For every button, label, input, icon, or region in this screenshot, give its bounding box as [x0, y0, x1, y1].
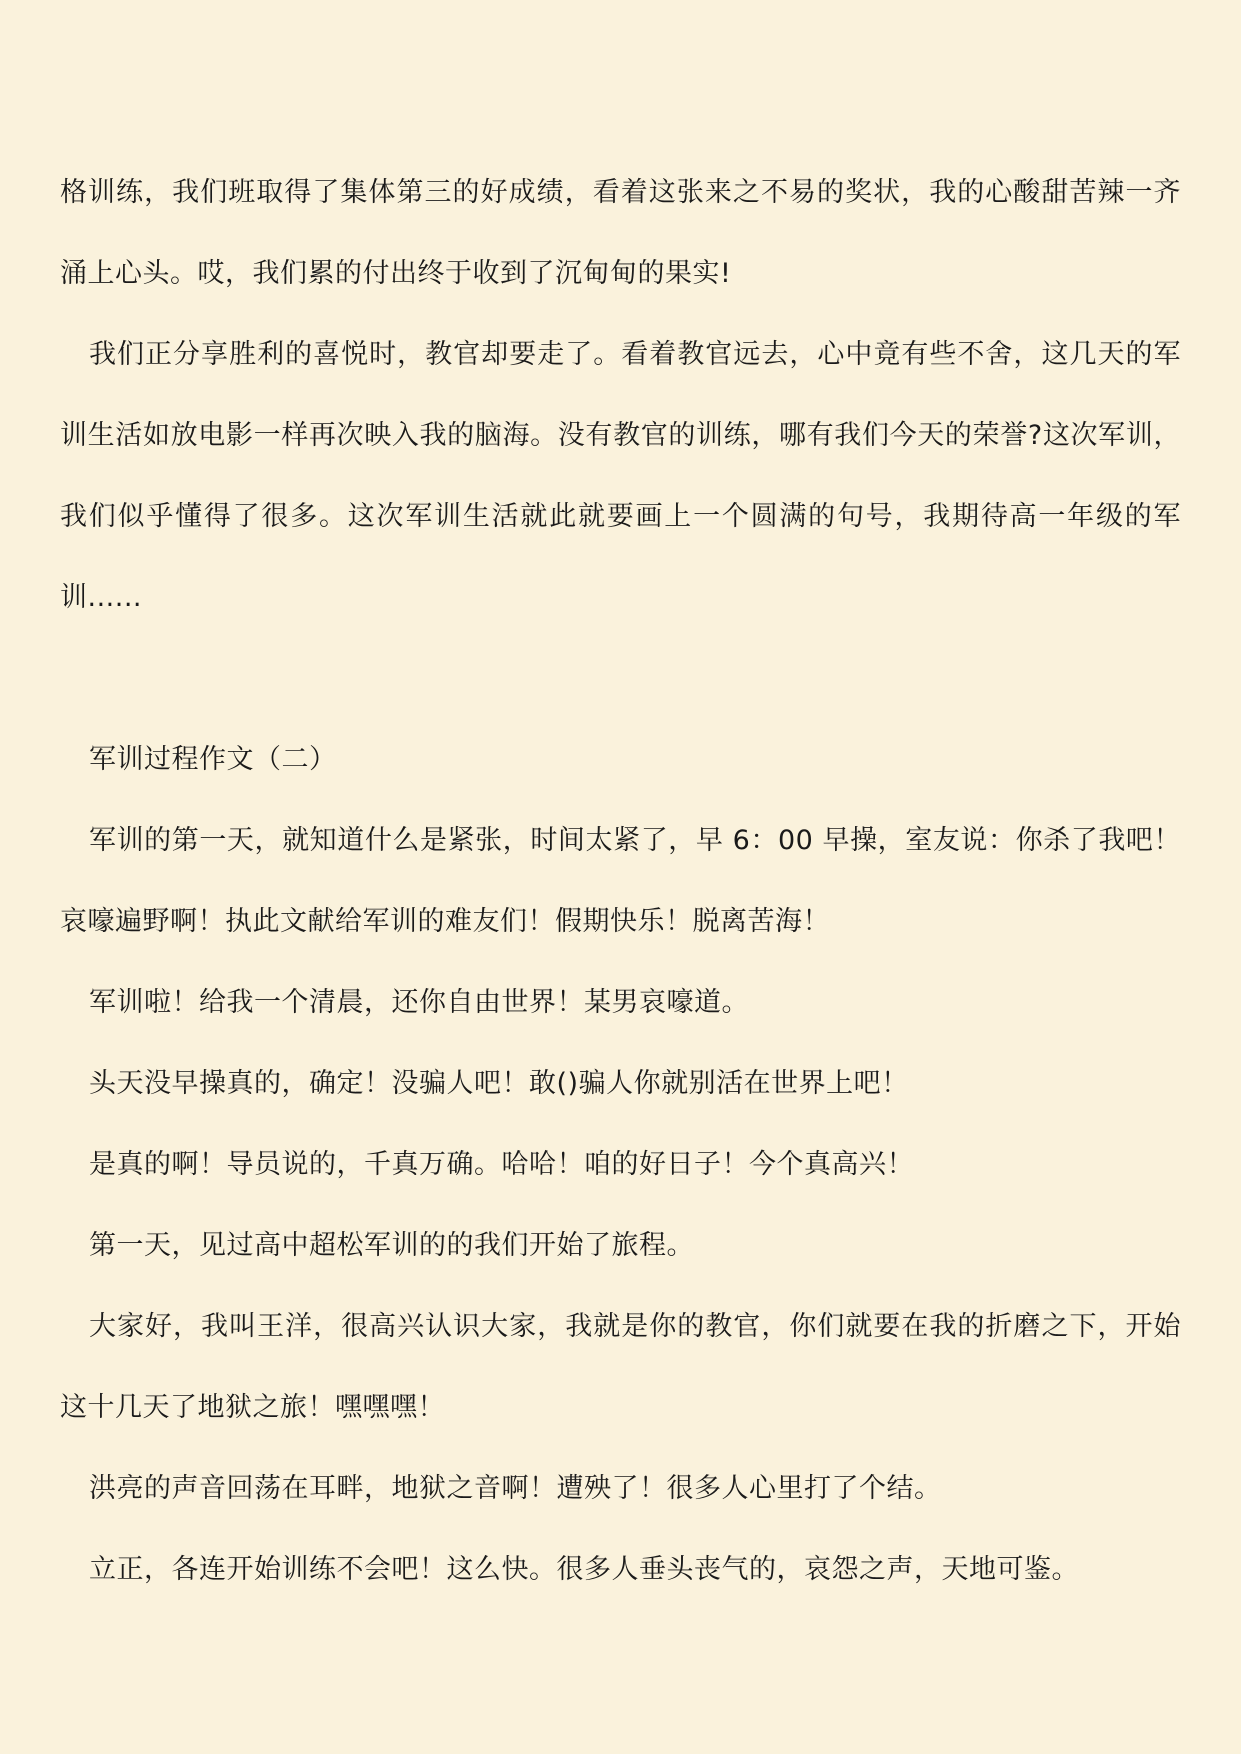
paragraph-3: 军训的第一天，就知道什么是紧张，时间太紧了，早 6：00 早操，室友说：你杀了我吧！哀嚎遍野啊！执此文献给军训的难友们！假期快乐！脱离苦海！ [60, 825, 1181, 937]
paragraph-4: 军训啦！给我一个清晨，还你自由世界！某男哀嚎道。 [89, 987, 749, 1018]
paragraph-7: 第一天，见过高中超松军训的的我们开始了旅程。 [89, 1230, 694, 1261]
document-body [60, 152, 1181, 1610]
paragraph-1: 格训练，我们班取得了集体第三的好成绩，看着这张来之不易的奖状，我的心酸甜苦辣一齐涌上心头。哎，我们累的付出终于收到了沉甸甸的果实! [60, 177, 1181, 289]
paragraph-6: 是真的啊！导员说的，千真万确。哈哈！咱的好日子！今个真高兴！ [89, 1149, 914, 1180]
section-heading: 军训过程作文（二） [89, 744, 337, 775]
paragraph-10: 立正，各连开始训练不会吧！这么快。很多人垂头丧气的，哀怨之声，天地可鉴。 [89, 1554, 1079, 1585]
paragraph-8: 大家好，我叫王洋，很高兴认识大家，我就是你的教官，你们就要在我的折磨之下，开始这十几天了地狱之旅！嘿嘿嘿！ [60, 1311, 1181, 1423]
paragraph-5: 头天没早操真的，确定！没骗人吧！敢()骗人你就别活在世界上吧！ [89, 1068, 909, 1099]
paragraph-2: 我们正分享胜利的喜悦时，教官却要走了。看着教官远去，心中竟有些不舍，这几天的军训生活如放电影一样再次映入我的脑海。没有教官的训练，哪有我们今天的荣誉?这次军训，我们似乎懂得了很多。这次军训生活就此就要画上一个圆满的句号，我期待高一年级的军训...... [60, 339, 1181, 613]
section-gap [60, 638, 1181, 719]
paragraph-9: 洪亮的声音回荡在耳畔，地狱之音啊！遭殃了！很多人心里打了个结。 [89, 1473, 942, 1504]
